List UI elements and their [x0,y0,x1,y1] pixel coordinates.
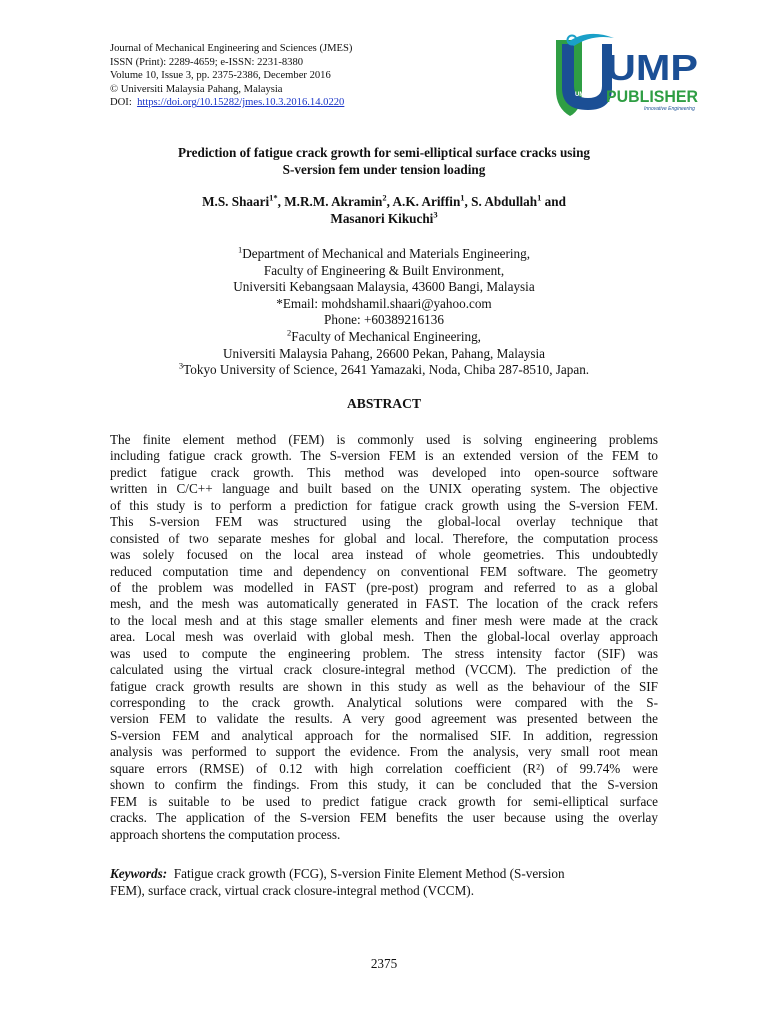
affiliation-line: $^1$Department of Mechanical and Materials Engineering, [237,244,531,261]
page-number: 2375 [370,956,398,971]
abstract-line: mesh, and the mesh was automatically generated in FAST. The location of the crack refers [110,596,658,612]
author-affil-mark: 1 [460,192,465,203]
ump-publisher-logo [548,30,700,118]
abstract-line: written in C/C++ language and built based on the UNIX operating system. The objective [110,481,658,497]
keywords [110,865,658,899]
author-list [110,194,658,227]
journal-volume: Volume 10, Issue 3, pp. 2375-2386, December 2016 [110,70,331,82]
abstract-line: predict fatigue crack growth. This method was developed into open-source software [110,464,658,480]
author-affil-mark: 2 [382,192,387,203]
journal-doi [110,96,352,110]
abstract-line: shown to confirm the findings. From this study, it can be concluded that the S-version [110,777,658,793]
logo-u-shape [562,44,612,110]
logo-sub-text: PUBLISHER [606,87,698,106]
abstract-line: The finite element method (FEM) is commonly used is solving engineering problems [110,432,658,447]
author-name: M.R.M. Akramin [284,194,383,209]
author-affil-mark: 1 [537,192,542,203]
doi-link[interactable]: https://doi.org/10.15282/jmes.10.3.2016.14.0220 [137,97,345,109]
doi-label: DOI: [110,97,132,109]
journal-info [110,42,352,110]
author-line-1: M.S. Shaari$^{1*}$, M.R.M. Akramin$^2$, A.K. Ariffin$^1$, S. Abdullah$^1$ and [202,192,566,209]
author-affil-mark: 1* [269,192,278,203]
abstract-heading: ABSTRACT [346,396,422,411]
author-name: S. Abdullah [471,194,538,209]
abstract-line: approach shortens the computation process. [110,826,341,842]
abstract-line: consisted of two separate meshes for global and local. Therefore, the computation process [110,530,658,546]
affiliation-line: Faculty of Engineering & Built Environment, [263,262,505,278]
author-affil-mark: 3 [433,209,438,220]
author-name: M.S. Shaari [202,194,270,209]
title-line-1: Prediction of fatigue crack growth for semi-elliptical surface cracks using [177,145,591,160]
logo-main-text: UMP [606,47,698,88]
abstract-line: version FEM to validate the results. A very good agreement was presented between the [110,711,658,727]
abstract-line: was solely focused on the local area instead of whole geometries. This undoubtedly [110,547,658,563]
affiliation-line: $^2$Faculty of Mechanical Engineering, [287,327,481,344]
author-name: Masanori Kikuchi [330,210,434,226]
abstract-body [110,432,658,843]
abstract-line: area. Local mesh was overlaid with global mesh. Then the global-local overlay approach [110,629,658,645]
journal-copyright: © Universiti Malaysia Pahang, Malaysia [110,83,283,95]
abstract-line: S-version FEM and analytical approach for the normalised SIF. In addition, regression [110,727,658,743]
abstract-line: corresponding to the crack growth. Analytical solutions were compared with the S- [110,695,658,710]
abstract-line: including fatigue crack growth. The S-version FEM is an extended version of the FEM to [110,448,658,464]
journal-issn: ISSN (Print): 2289-4659; e-ISSN: 2231-8380 [110,56,304,68]
email-line: *Email: mohdshamil.shaari@yahoo.com [276,295,492,311]
affiliation-line: Universiti Malaysia Pahang, 26600 Pekan, Pahang, Malaysia [223,345,545,361]
abstract-line: cracks. The application of the S-version FEM benefits the user because using the overlay [110,810,658,826]
abstract-line: FEM is suitable to be used to predict fatigue crack growth for semi-elliptical surface [110,793,658,809]
keywords-text: Fatigue crack growth (FCG), S-version Finite Element Method (S-version [173,866,565,881]
title-line-2: S-version fem under tension loading [282,161,486,177]
keywords-text: FEM), surface crack, virtual crack closure-integral method (VCCM). [110,883,474,898]
author-name: A.K. Ariffin [392,194,461,209]
abstract-line: to the local mesh and at this stage smaller elements and finer mesh were made at the crack [110,612,658,628]
abstract-line: of this study is to perform a prediction for fatigue crack growth using the S-version FEM. [110,497,658,513]
journal-name: Journal of Mechanical Engineering and Sciences (JMES) [110,43,353,54]
affiliation-line: $^3$Tokyo University of Science, 2641 Yamazaki, Noda, Chiba 287-8510, Japan. [178,360,590,378]
logo-badge-text: UMP [575,92,589,98]
author-line-2 [110,211,658,228]
affiliations [110,246,658,379]
abstract-line: of the problem was modelled in FAST (pre-post) program and referred to as a global [110,579,658,595]
abstract-line: calculated using the virtual crack closure-integral method (VCCM). The prediction of the [110,662,658,678]
keywords-label: Keywords: [110,866,168,881]
abstract-line: reduced computation time and dependency on conventional FEM software. The geometry [110,563,658,579]
abstract-line: analysis was performed to support the evidence. From the analysis, very small root mean [110,744,658,760]
abstract-line: This S-version FEM was structured using the global-local overlay technique that [110,514,658,530]
logo-tagline: Innovative Engineering [644,106,695,112]
paper-title [110,145,658,178]
abstract-line: was used to compute the engineering problem. The stress intensity factor (SIF) was [110,645,658,661]
abstract-line: square errors (RMSE) of 0.12 with high correlation coefficient (R²) of 99.74% were [110,760,658,776]
affiliation-line: Universiti Kebangsaan Malaysia, 43600 Bangi, Malaysia [233,279,535,295]
phone-line: Phone: +60389216136 [324,312,444,328]
abstract-line: fatigue crack growth results are shown in this study as well as the behaviour of the SIF [110,678,658,694]
